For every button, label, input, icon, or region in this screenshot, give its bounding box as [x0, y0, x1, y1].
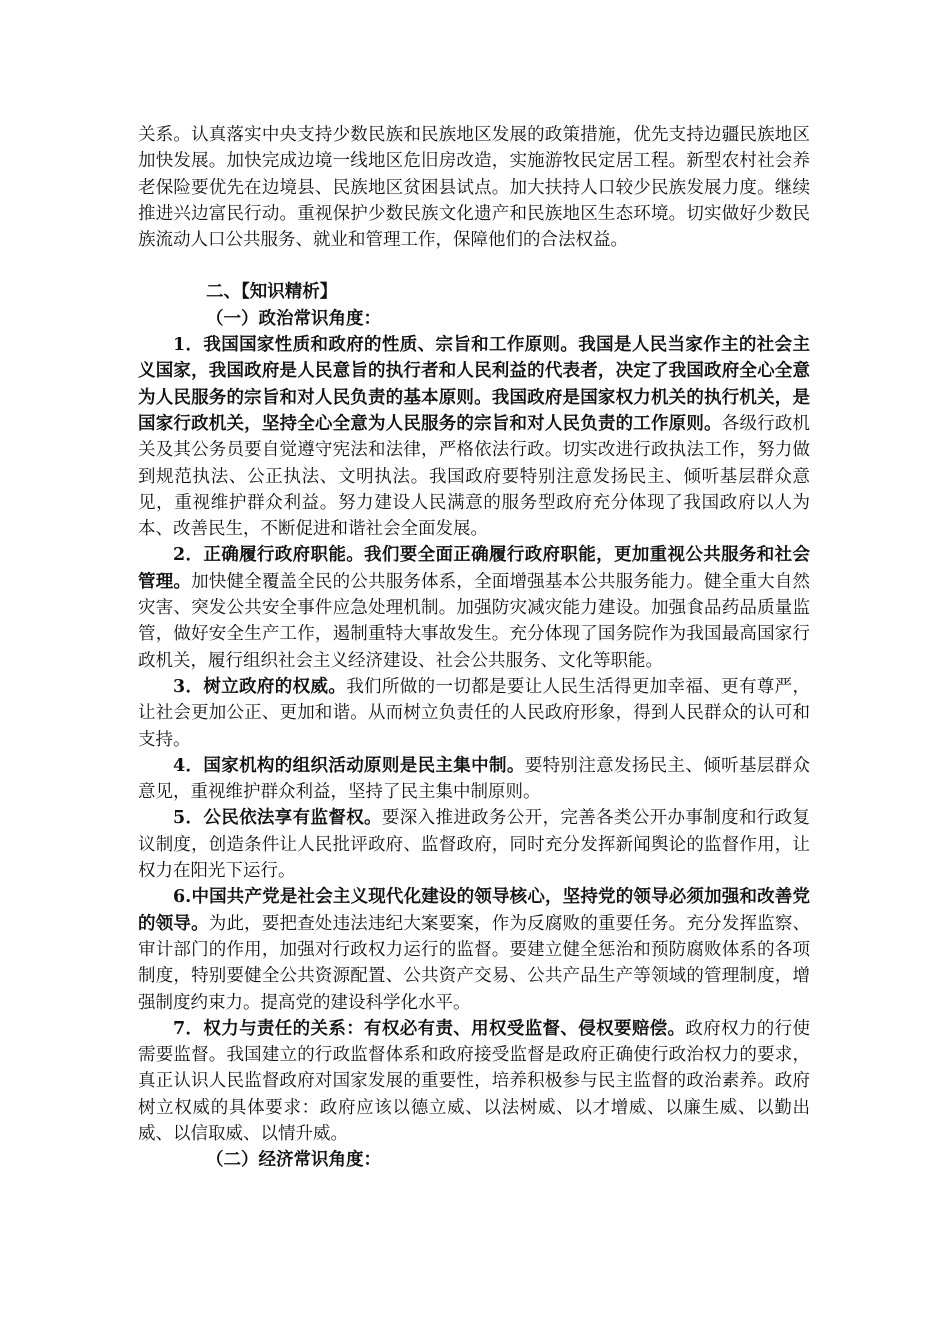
- document-body: [138, 122, 810, 1174]
- knowledge-item-6-text: 为此，要把查处违法违纪大案要案，作为反腐败的重要任务。充分发挥监察、审计部门的作用，加强对行政权力运行的监督。要建立健全惩治和预防腐败体系的各项制度，特别要健全公共资源配置、公共资产交易、公共产品生产等领域的管理制度，增强制度约束力。提高党的建设科学化水平。: [138, 913, 811, 1013]
- sub-heading-politics: （一）政治常识角度：: [206, 308, 381, 329]
- knowledge-item-1-text: 各级行政机关及其公务员要自觉遵守宪法和法律，严格依法行政。切实改进行政执法工作，努力做到规范执法、公正执法、文明执法。我国政府要特别注意发扬民主、倾听基层群众意见，重视维护群众利益。努力建设人民满意的服务型政府充分体现了我国政府以人为本、改善民生，不断促进和谐社会全面发展。: [138, 413, 811, 540]
- knowledge-item-4: [138, 753, 810, 806]
- knowledge-item-2: [138, 542, 810, 673]
- knowledge-item-7-text: 政府权力的行使需要监督。我国建立的行政监督体系和政府接受监督是政府正确使行政治权力的要求，真正认识人民监督政府对国家发展的重要性，培养积极参与民主监督的政治素养。政府树立权威的具体要求：政府应该以德立威、以法树威、以才增威、以廉生威、以勤出威、以信取威、以情升威。: [138, 1018, 811, 1144]
- knowledge-item-2-title: 2．正确履行政府职能。我们要全面正确履行政府职能，更加重视公共服务和社会管理。: [138, 545, 810, 592]
- sub-heading-economics: （二）经济常识角度：: [206, 1150, 381, 1171]
- knowledge-item-1: [138, 332, 810, 542]
- section-heading: 二、【知识精析】: [206, 282, 338, 303]
- knowledge-item-3-text: 我们所做的一切都是要让人民生活得更加幸福、更有尊严，让社会更加公正、更加和谐。从而树立负责任的人民政府形象，得到人民群众的认可和支持。: [138, 676, 810, 750]
- knowledge-item-2-text: 加快健全覆盖全民的公共服务体系，全面增强基本公共服务能力。健全重大自然灾害、突发公共安全事件应急处理机制。加强防灾减灾能力建设。加强食品药品质量监管，做好安全生产工作，遏制重特大事故发生。充分体现了国务院作为我国最高国家行政机关，履行组织社会主义经济建设、社会公共服务、文化等职能。: [138, 571, 811, 671]
- knowledge-item-1-title: 1．我国国家性质和政府的性质、宗旨和工作原则。我国是人民当家作主的社会主义国家，我国政府是人民意旨的执行者和人民利益的代表者，决定了我国政府全心全意为人民服务的宗旨和对人民负责的基本原则。我国政府是国家权力机关的执行机关，是国家行政机关，坚持全心全意为人民服务的宗旨和对人民负责的工作原则。: [138, 335, 810, 434]
- knowledge-item-4-title: 4．国家机构的组织活动原则是民主集中制。: [173, 755, 525, 776]
- knowledge-item-5-text: 要深入推进政务公开，完善各类公开办事制度和行政复议制度，创造条件让人民批评政府、监督政府，同时充分发挥新闻舆论的监督作用，让权力在阳光下运行。: [138, 808, 810, 882]
- knowledge-item-3-title: 3．树立政府的权威。: [173, 676, 347, 697]
- knowledge-item-5-title: 5．公民依法享有监督权。: [173, 808, 382, 829]
- knowledge-item-7-title: 7．权力与责任的关系：有权必有责、用权受监督、侵权要赔偿。: [173, 1018, 686, 1039]
- knowledge-item-6-title: 6.中国共产党是社会主义现代化建设的领导核心，坚持党的领导必须加强和改善党的领导。: [138, 887, 810, 934]
- intro-paragraph: 关系。认真落实中央支持少数民族和民族地区发展的政策措施，优先支持边疆民族地区加快发展。加快完成边境一线地区危旧房改造，实施游牧民定居工程。新型农村社会养老保险要优先在边境县、民族地区贫困县试点。加大扶持人口较少民族发展力度。继续推进兴边富民行动。重视保护少数民族文化遗产和民族地区生态环境。切实做好少数民族流动人口公共服务、就业和管理工作，保障他们的合法权益。: [138, 125, 810, 251]
- knowledge-item-7: [138, 1016, 810, 1147]
- knowledge-item-6: [138, 884, 810, 1015]
- knowledge-item-5: [138, 805, 810, 884]
- knowledge-item-4-text: 要特别注意发扬民主、倾听基层群众意见，重视维护群众利益，坚持了民主集中制原则。: [138, 755, 810, 803]
- knowledge-item-3: [138, 674, 810, 753]
